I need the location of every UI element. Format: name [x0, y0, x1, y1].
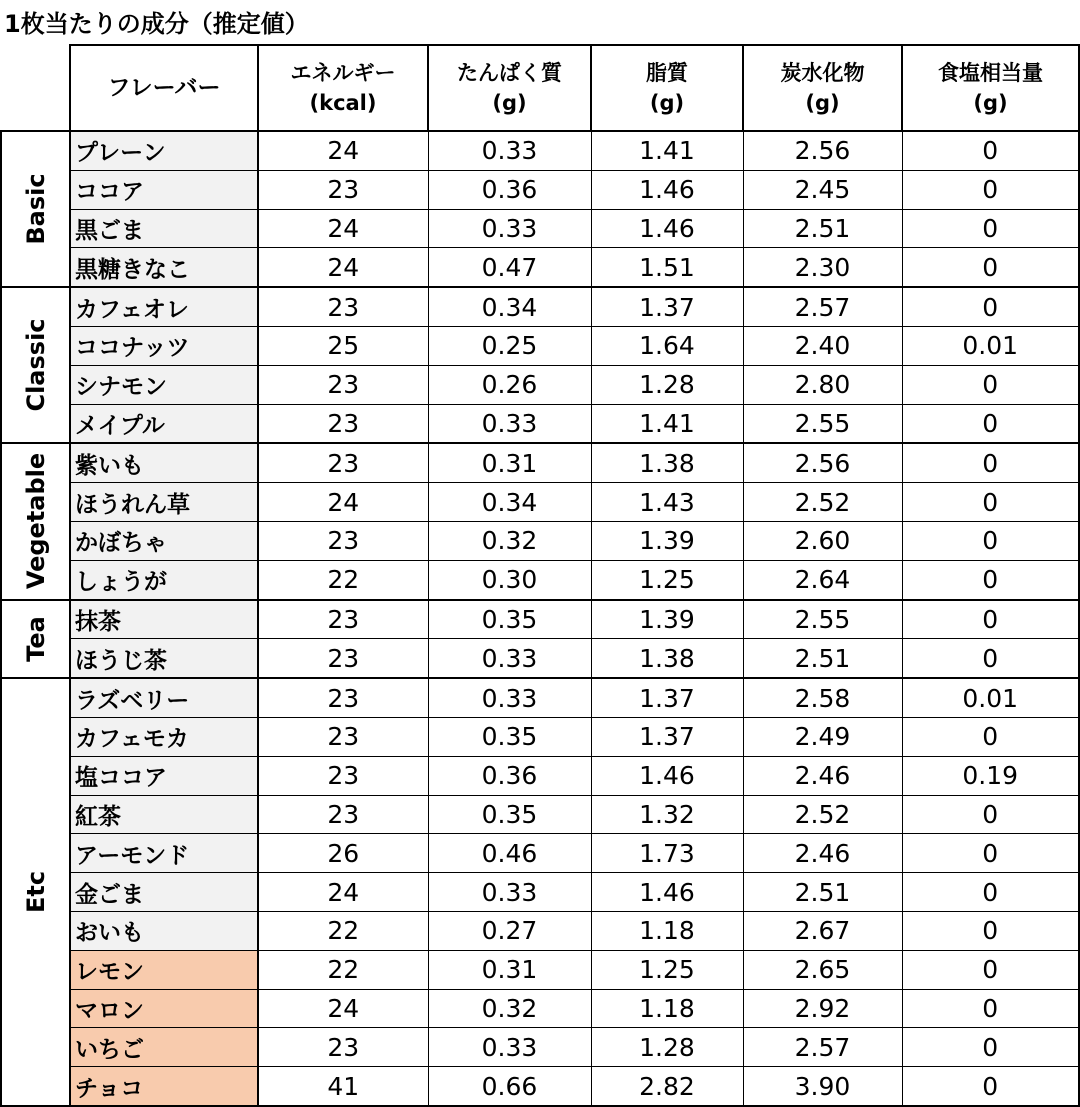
protein-value-cell: 0.33 — [428, 404, 591, 443]
carb-value-cell: 2.57 — [743, 287, 902, 326]
carb-value-cell: 2.46 — [743, 834, 902, 873]
header-row — [1, 45, 1079, 131]
flavor-name-cell: カフェオレ — [70, 287, 258, 326]
protein-value-cell: 0.35 — [428, 600, 591, 639]
fat-value-cell: 1.25 — [591, 560, 743, 599]
salt-value-cell: 0 — [902, 717, 1079, 756]
protein-value-cell: 0.36 — [428, 170, 591, 209]
carb-value-cell: 2.55 — [743, 600, 902, 639]
fat-value-cell: 1.32 — [591, 795, 743, 834]
table-row — [1, 365, 1079, 404]
table-row — [1, 209, 1079, 248]
flavor-name-cell: 黒糖きなこ — [70, 248, 258, 287]
header-flavor — [70, 45, 258, 131]
header-energy — [258, 45, 428, 131]
fat-value-cell: 1.25 — [591, 950, 743, 989]
protein-value-cell: 0.34 — [428, 483, 591, 522]
salt-value-cell: 0 — [902, 365, 1079, 404]
carb-value-cell: 2.40 — [743, 326, 902, 365]
flavor-name-cell: チョコ — [70, 1067, 258, 1106]
fat-value-cell: 1.37 — [591, 287, 743, 326]
table-row — [1, 873, 1079, 912]
energy-value-cell: 23 — [258, 443, 428, 482]
fat-value-cell: 1.64 — [591, 326, 743, 365]
protein-value-cell: 0.30 — [428, 560, 591, 599]
flavor-name-cell: 黒ごま — [70, 209, 258, 248]
protein-value-cell: 0.26 — [428, 365, 591, 404]
energy-value-cell: 23 — [258, 717, 428, 756]
table-row — [1, 170, 1079, 209]
table-row — [1, 989, 1079, 1028]
fat-value-cell: 1.18 — [591, 911, 743, 950]
carb-value-cell: 2.65 — [743, 950, 902, 989]
protein-value-cell: 0.35 — [428, 795, 591, 834]
energy-value-cell: 22 — [258, 911, 428, 950]
group-label-cell — [1, 678, 70, 1106]
salt-value-cell: 0 — [902, 170, 1079, 209]
table-row — [1, 443, 1079, 482]
carb-value-cell: 2.55 — [743, 404, 902, 443]
protein-value-cell: 0.31 — [428, 950, 591, 989]
group-label: Etc — [21, 870, 50, 914]
fat-value-cell: 1.43 — [591, 483, 743, 522]
flavor-name-cell: アーモンド — [70, 834, 258, 873]
protein-value-cell: 0.36 — [428, 756, 591, 795]
flavor-name-cell: 紫いも — [70, 443, 258, 482]
flavor-name-cell: ほうれん草 — [70, 483, 258, 522]
energy-value-cell: 26 — [258, 834, 428, 873]
table-row — [1, 756, 1079, 795]
fat-value-cell: 1.41 — [591, 404, 743, 443]
table-row — [1, 950, 1079, 989]
flavor-name-cell: マロン — [70, 989, 258, 1028]
carb-value-cell: 2.57 — [743, 1028, 902, 1067]
salt-value-cell: 0 — [902, 989, 1079, 1028]
protein-value-cell: 0.27 — [428, 911, 591, 950]
table-row — [1, 1028, 1079, 1067]
table-row — [1, 911, 1079, 950]
flavor-name-cell: ラズベリー — [70, 678, 258, 717]
energy-value-cell: 24 — [258, 873, 428, 912]
salt-value-cell: 0 — [902, 600, 1079, 639]
salt-value-cell: 0 — [902, 248, 1079, 287]
carb-value-cell: 2.30 — [743, 248, 902, 287]
header-carb — [743, 45, 902, 131]
fat-value-cell: 1.38 — [591, 639, 743, 678]
header-protein-label: たんぱく質 — [457, 61, 562, 85]
energy-value-cell: 23 — [258, 287, 428, 326]
fat-value-cell: 1.28 — [591, 365, 743, 404]
protein-value-cell: 0.33 — [428, 639, 591, 678]
energy-value-cell: 22 — [258, 950, 428, 989]
energy-value-cell: 41 — [258, 1067, 428, 1106]
group-label: Classic — [21, 318, 50, 412]
salt-value-cell: 0 — [902, 1067, 1079, 1106]
protein-value-cell: 0.33 — [428, 131, 591, 170]
page-title: 1枚当たりの成分（推定値） — [4, 10, 309, 38]
header-protein — [428, 45, 591, 131]
header-salt-label: 食塩相当量 — [938, 61, 1043, 85]
table-row — [1, 404, 1079, 443]
energy-value-cell: 23 — [258, 404, 428, 443]
salt-value-cell: 0 — [902, 950, 1079, 989]
carb-value-cell: 2.92 — [743, 989, 902, 1028]
table-row — [1, 131, 1079, 170]
fat-value-cell: 1.39 — [591, 521, 743, 560]
flavor-name-cell: 塩ココア — [70, 756, 258, 795]
carb-value-cell: 2.64 — [743, 560, 902, 599]
salt-value-cell: 0 — [902, 404, 1079, 443]
fat-value-cell: 1.39 — [591, 600, 743, 639]
table-row — [1, 326, 1079, 365]
fat-value-cell: 1.28 — [591, 1028, 743, 1067]
table-row — [1, 521, 1079, 560]
table-row — [1, 600, 1079, 639]
energy-value-cell: 23 — [258, 756, 428, 795]
header-fat — [591, 45, 743, 131]
protein-value-cell: 0.33 — [428, 873, 591, 912]
salt-value-cell: 0 — [902, 1028, 1079, 1067]
salt-value-cell: 0 — [902, 639, 1079, 678]
flavor-name-cell: いちご — [70, 1028, 258, 1067]
carb-value-cell: 2.58 — [743, 678, 902, 717]
fat-value-cell: 1.37 — [591, 678, 743, 717]
protein-value-cell: 0.33 — [428, 678, 591, 717]
carb-value-cell: 2.60 — [743, 521, 902, 560]
fat-value-cell: 1.46 — [591, 170, 743, 209]
energy-value-cell: 24 — [258, 483, 428, 522]
group-label: Vegetable — [21, 453, 50, 590]
salt-value-cell: 0 — [902, 560, 1079, 599]
table-row — [1, 639, 1079, 678]
flavor-name-cell: 紅茶 — [70, 795, 258, 834]
header-energy-label: エネルギー — [290, 61, 396, 85]
protein-value-cell: 0.33 — [428, 209, 591, 248]
table-row — [1, 717, 1079, 756]
energy-value-cell: 23 — [258, 521, 428, 560]
protein-value-cell: 0.32 — [428, 521, 591, 560]
carb-value-cell: 2.51 — [743, 209, 902, 248]
energy-value-cell: 23 — [258, 600, 428, 639]
flavor-name-cell: レモン — [70, 950, 258, 989]
table-row — [1, 287, 1079, 326]
energy-value-cell: 23 — [258, 1028, 428, 1067]
protein-value-cell: 0.31 — [428, 443, 591, 482]
flavor-name-cell: シナモン — [70, 365, 258, 404]
carb-value-cell: 2.67 — [743, 911, 902, 950]
flavor-name-cell: おいも — [70, 911, 258, 950]
salt-value-cell: 0 — [902, 209, 1079, 248]
salt-value-cell: 0 — [902, 795, 1079, 834]
fat-value-cell: 1.46 — [591, 873, 743, 912]
table-row — [1, 678, 1079, 717]
energy-value-cell: 25 — [258, 326, 428, 365]
carb-value-cell: 2.56 — [743, 443, 902, 482]
energy-value-cell: 23 — [258, 639, 428, 678]
header-flavor-label: フレーバー — [107, 75, 221, 101]
fat-value-cell: 1.18 — [591, 989, 743, 1028]
carb-value-cell: 2.52 — [743, 795, 902, 834]
group-label-cell — [1, 600, 70, 679]
energy-value-cell: 22 — [258, 560, 428, 599]
table-row — [1, 248, 1079, 287]
header-blank-cell — [1, 45, 70, 131]
carb-value-cell: 2.49 — [743, 717, 902, 756]
table-row — [1, 1067, 1079, 1106]
carb-value-cell: 2.46 — [743, 756, 902, 795]
protein-value-cell: 0.34 — [428, 287, 591, 326]
header-salt-unit: (g) — [973, 91, 1008, 115]
table-row — [1, 560, 1079, 599]
fat-value-cell: 1.38 — [591, 443, 743, 482]
flavor-name-cell: ココア — [70, 170, 258, 209]
salt-value-cell: 0 — [902, 287, 1079, 326]
table-row — [1, 795, 1079, 834]
flavor-name-cell: カフェモカ — [70, 717, 258, 756]
protein-value-cell: 0.32 — [428, 989, 591, 1028]
group-label-cell — [1, 131, 70, 287]
group-label-cell — [1, 287, 70, 443]
energy-value-cell: 23 — [258, 170, 428, 209]
carb-value-cell: 2.51 — [743, 873, 902, 912]
header-fat-label: 脂質 — [646, 61, 688, 85]
energy-value-cell: 24 — [258, 248, 428, 287]
table-body — [1, 131, 1079, 1106]
protein-value-cell: 0.46 — [428, 834, 591, 873]
energy-value-cell: 23 — [258, 795, 428, 834]
header-energy-unit: (kcal) — [309, 91, 377, 115]
energy-value-cell: 24 — [258, 131, 428, 170]
group-label: Tea — [21, 616, 50, 662]
salt-value-cell: 0.19 — [902, 756, 1079, 795]
energy-value-cell: 23 — [258, 678, 428, 717]
salt-value-cell: 0.01 — [902, 326, 1079, 365]
salt-value-cell: 0.01 — [902, 678, 1079, 717]
header-fat-unit: (g) — [649, 91, 685, 115]
salt-value-cell: 0 — [902, 443, 1079, 482]
fat-value-cell: 1.51 — [591, 248, 743, 287]
table-row — [1, 834, 1079, 873]
salt-value-cell: 0 — [902, 483, 1079, 522]
protein-value-cell: 0.66 — [428, 1067, 591, 1106]
flavor-name-cell: ほうじ茶 — [70, 639, 258, 678]
flavor-name-cell: メイプル — [70, 404, 258, 443]
carb-value-cell: 2.56 — [743, 131, 902, 170]
nutrition-table — [0, 44, 1080, 1107]
header-carb-label: 炭水化物 — [780, 61, 865, 85]
energy-value-cell: 23 — [258, 365, 428, 404]
fat-value-cell: 1.46 — [591, 209, 743, 248]
protein-value-cell: 0.47 — [428, 248, 591, 287]
fat-value-cell: 1.41 — [591, 131, 743, 170]
fat-value-cell: 1.37 — [591, 717, 743, 756]
protein-value-cell: 0.35 — [428, 717, 591, 756]
carb-value-cell: 2.45 — [743, 170, 902, 209]
salt-value-cell: 0 — [902, 911, 1079, 950]
flavor-name-cell: 抹茶 — [70, 600, 258, 639]
salt-value-cell: 0 — [902, 873, 1079, 912]
energy-value-cell: 24 — [258, 209, 428, 248]
energy-value-cell: 24 — [258, 989, 428, 1028]
carb-value-cell: 3.90 — [743, 1067, 902, 1106]
carb-value-cell: 2.80 — [743, 365, 902, 404]
fat-value-cell: 1.46 — [591, 756, 743, 795]
carb-value-cell: 2.52 — [743, 483, 902, 522]
group-label: Basic — [21, 173, 50, 245]
fat-value-cell: 2.82 — [591, 1067, 743, 1106]
flavor-name-cell: かぼちゃ — [70, 521, 258, 560]
fat-value-cell: 1.73 — [591, 834, 743, 873]
flavor-name-cell: プレーン — [70, 131, 258, 170]
salt-value-cell: 0 — [902, 834, 1079, 873]
table-row — [1, 483, 1079, 522]
flavor-name-cell: しょうが — [70, 560, 258, 599]
flavor-name-cell: 金ごま — [70, 873, 258, 912]
salt-value-cell: 0 — [902, 521, 1079, 560]
header-protein-unit: (g) — [492, 91, 527, 115]
group-label-cell — [1, 443, 70, 599]
header-carb-unit: (g) — [805, 91, 840, 115]
protein-value-cell: 0.25 — [428, 326, 591, 365]
header-salt — [902, 45, 1079, 131]
flavor-name-cell: ココナッツ — [70, 326, 258, 365]
salt-value-cell: 0 — [902, 131, 1079, 170]
protein-value-cell: 0.33 — [428, 1028, 591, 1067]
carb-value-cell: 2.51 — [743, 639, 902, 678]
